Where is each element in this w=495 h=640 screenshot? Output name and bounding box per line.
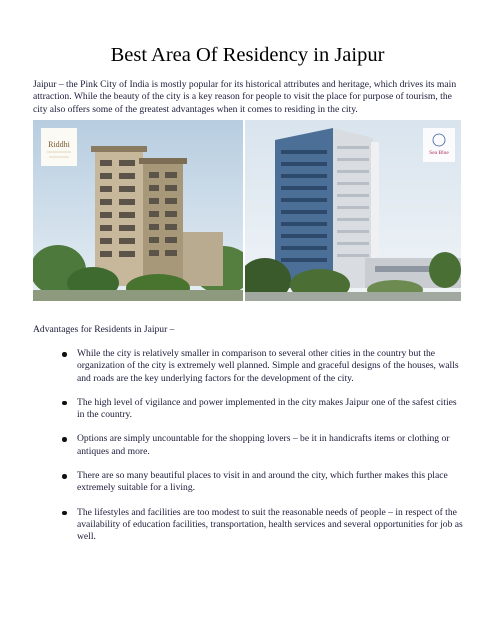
advantages-heading: Advantages for Residents in Jaipur –: [33, 324, 175, 335]
list-item: [33, 348, 463, 385]
logo-text-left: Riddhi: [48, 140, 70, 149]
building-illustration-right: [245, 120, 461, 301]
list-item-text: The lifestyles and facilities are too modest to suit the reasonable needs of people – in respect of the availability of education facilities, transportation, health services and several opportunities for job as well.: [77, 506, 463, 543]
bullet-icon: [62, 474, 67, 479]
list-item: [33, 433, 463, 458]
building-photo-right: [245, 120, 461, 301]
logo-text-right: Sea Blue: [429, 150, 449, 156]
list-item-text: While the city is relatively smaller in comparison to several other cities in the country but the organization of the city is extremely well planned. Simple and graceful designs of the houses, walls and roads are the key underlying factors for the development of the city.: [77, 348, 459, 384]
list-item: [33, 507, 463, 544]
intro-paragraph: Jaipur – the Pink City of India is mostly popular for its historical attributes and heritage, which drives its main attraction. While the beauty of the city is a key reason for people to visit the place for purpose of tourism, the city also offers some of the greatest advantages when it comes to residing in the city.: [33, 79, 457, 115]
advantages-list: [33, 348, 463, 556]
building-illustration-left: [33, 120, 243, 301]
list-item: [33, 397, 463, 422]
page-title: Best Area Of Residency in Jaipur: [110, 44, 385, 66]
bullet-icon: [62, 401, 67, 406]
list-item: [33, 470, 463, 495]
building-photo-left: [33, 120, 243, 301]
list-item-text: The high level of vigilance and power implemented in the city makes Jaipur one of the safest cities in the country.: [77, 396, 457, 421]
bullet-icon: [62, 511, 67, 516]
photo-strip: [33, 120, 461, 301]
list-item-text: There are so many beautiful places to visit in and around the city, which further makes this place extremely suitable for a living.: [77, 470, 448, 494]
list-item-text: Options are simply uncountable for the shopping lovers – be it in handicrafts items or clothing or antiques and more.: [77, 433, 450, 457]
bullet-icon: [62, 352, 67, 357]
bullet-icon: [62, 437, 67, 442]
